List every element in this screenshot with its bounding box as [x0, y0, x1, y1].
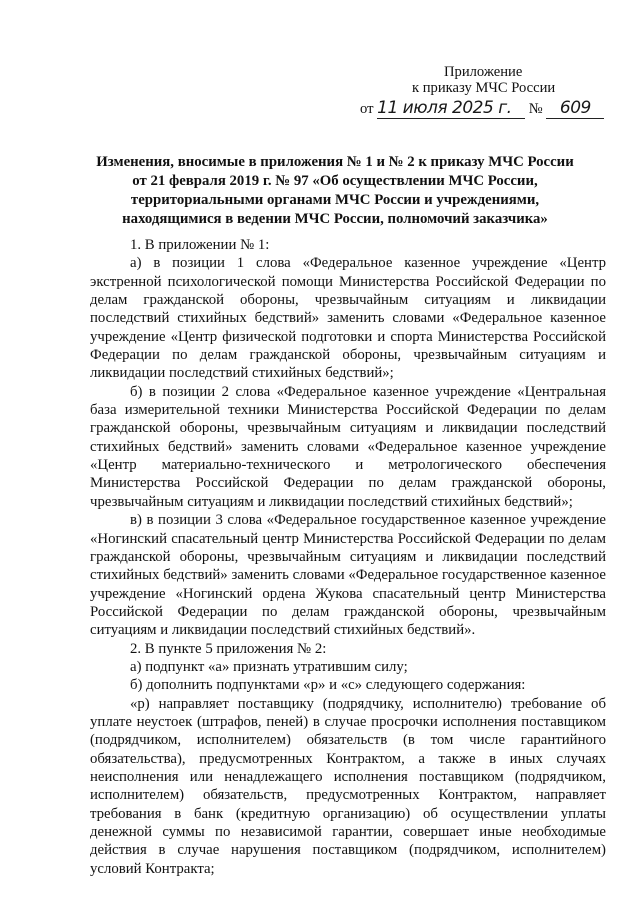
document-title [80, 153, 590, 229]
paragraph-2b: б) дополнить подпунктами «р» и «с» следующего содержания: [130, 677, 526, 694]
title-line-3: территориальными органами МЧС России и учреждениями, [130, 192, 540, 208]
title-line-4: находящимися в ведении МЧС России, полномочий заказчика» [122, 211, 548, 227]
paragraph-2: 2. В пункте 5 приложения № 2: [130, 640, 327, 657]
paragraph-1a: а) в позиции 1 слова «Федеральное казенное учреждение «Центр экстренной психологической помощи Министерства Российской Федерации по делам гражданской обороны, чрезвычайным ситуациям и ликвидации последствий стихийных бедствий» заменить словами «Федеральное казенное учреждение «Центр физической подготовки и спорта Министерства Российской Федерации по делам гражданской обороны, чрезвычайным ситуациям и ликвидации последствий стихийных бедствий»; [90, 255, 606, 382]
number-sign: № [528, 101, 543, 117]
paragraph-1: 1. В приложении № 1: [130, 237, 270, 253]
order-date-line [360, 99, 610, 121]
appendix-label: Приложение [444, 64, 523, 80]
paragraph-1b: б) в позиции 2 слова «Федеральное казенное учреждение «Центральная база измерительной техники Министерства Российской Федерации по делам гражданской обороны, чрезвычайным ситуациям и ликвидации последствий стихийных бедствий» заменить словами «Федеральное казенное учреждение «Центр материально-технического и метрологического обеспечения Министерства Российской Федерации по делам гражданской обороны, чрезвычайным ситуациям и ликвидации последствий стихийных бедствий»; [90, 383, 606, 510]
date-underline [377, 99, 525, 119]
handwritten-number: 609 [559, 98, 591, 118]
document-body [90, 236, 606, 878]
handwritten-date: 11 июля 2025 г. [377, 98, 512, 118]
title-line-2: от 21 февраля 2019 г. № 97 «Об осуществлении МЧС России, [132, 173, 538, 189]
appendix-order-ref: к приказу МЧС России [412, 80, 556, 96]
title-line-1: Изменения, вносимые в приложения № 1 и № 2 к приказу МЧС России [96, 154, 574, 170]
paragraph-2a: а) подпункт «а» признать утратившим силу; [130, 658, 408, 675]
from-prefix: от [360, 101, 374, 117]
paragraph-1v: в) в позиции 3 слова «Федеральное государственное казенное учреждение «Ногинский спасательный центр Министерства Российской Федерации по делам гражданской обороны, чрезвычайным ситуациям и ликвидации последствий стихийных бедствий» заменить словами «Федеральное государственное казенное учреждение «Ногинский ордена Жукова спасательный центр Министерства Российской Федерации по делам гражданской обороны, чрезвычайным ситуациям и ликвидации последствий стихийных бедствий». [90, 512, 606, 639]
paragraph-2r: «р) направляет поставщику (подрядчику, исполнителю) требование об уплате неустоек (штрафов, пеней) в случае просрочки исполнения поставщиком (подрядчиком, исполнителем) обязательств (в том числе гарантийного обязательства), предусмотренных Контрактом, а также в иных случаях неисполнения или ненадлежащего исполнения поставщиком (подрядчиком, исполнителем) обязательств, предусмотренных Контрактом, направляет требования в банк (кредитную организацию) об осуществлении уплаты денежной суммы по независимой гарантии, совершает иные необходимые действия в случае нарушения поставщиком (подрядчиком, исполнителем) условий Контракта; [90, 695, 606, 877]
appendix-header [360, 64, 610, 121]
number-underline [546, 99, 604, 119]
